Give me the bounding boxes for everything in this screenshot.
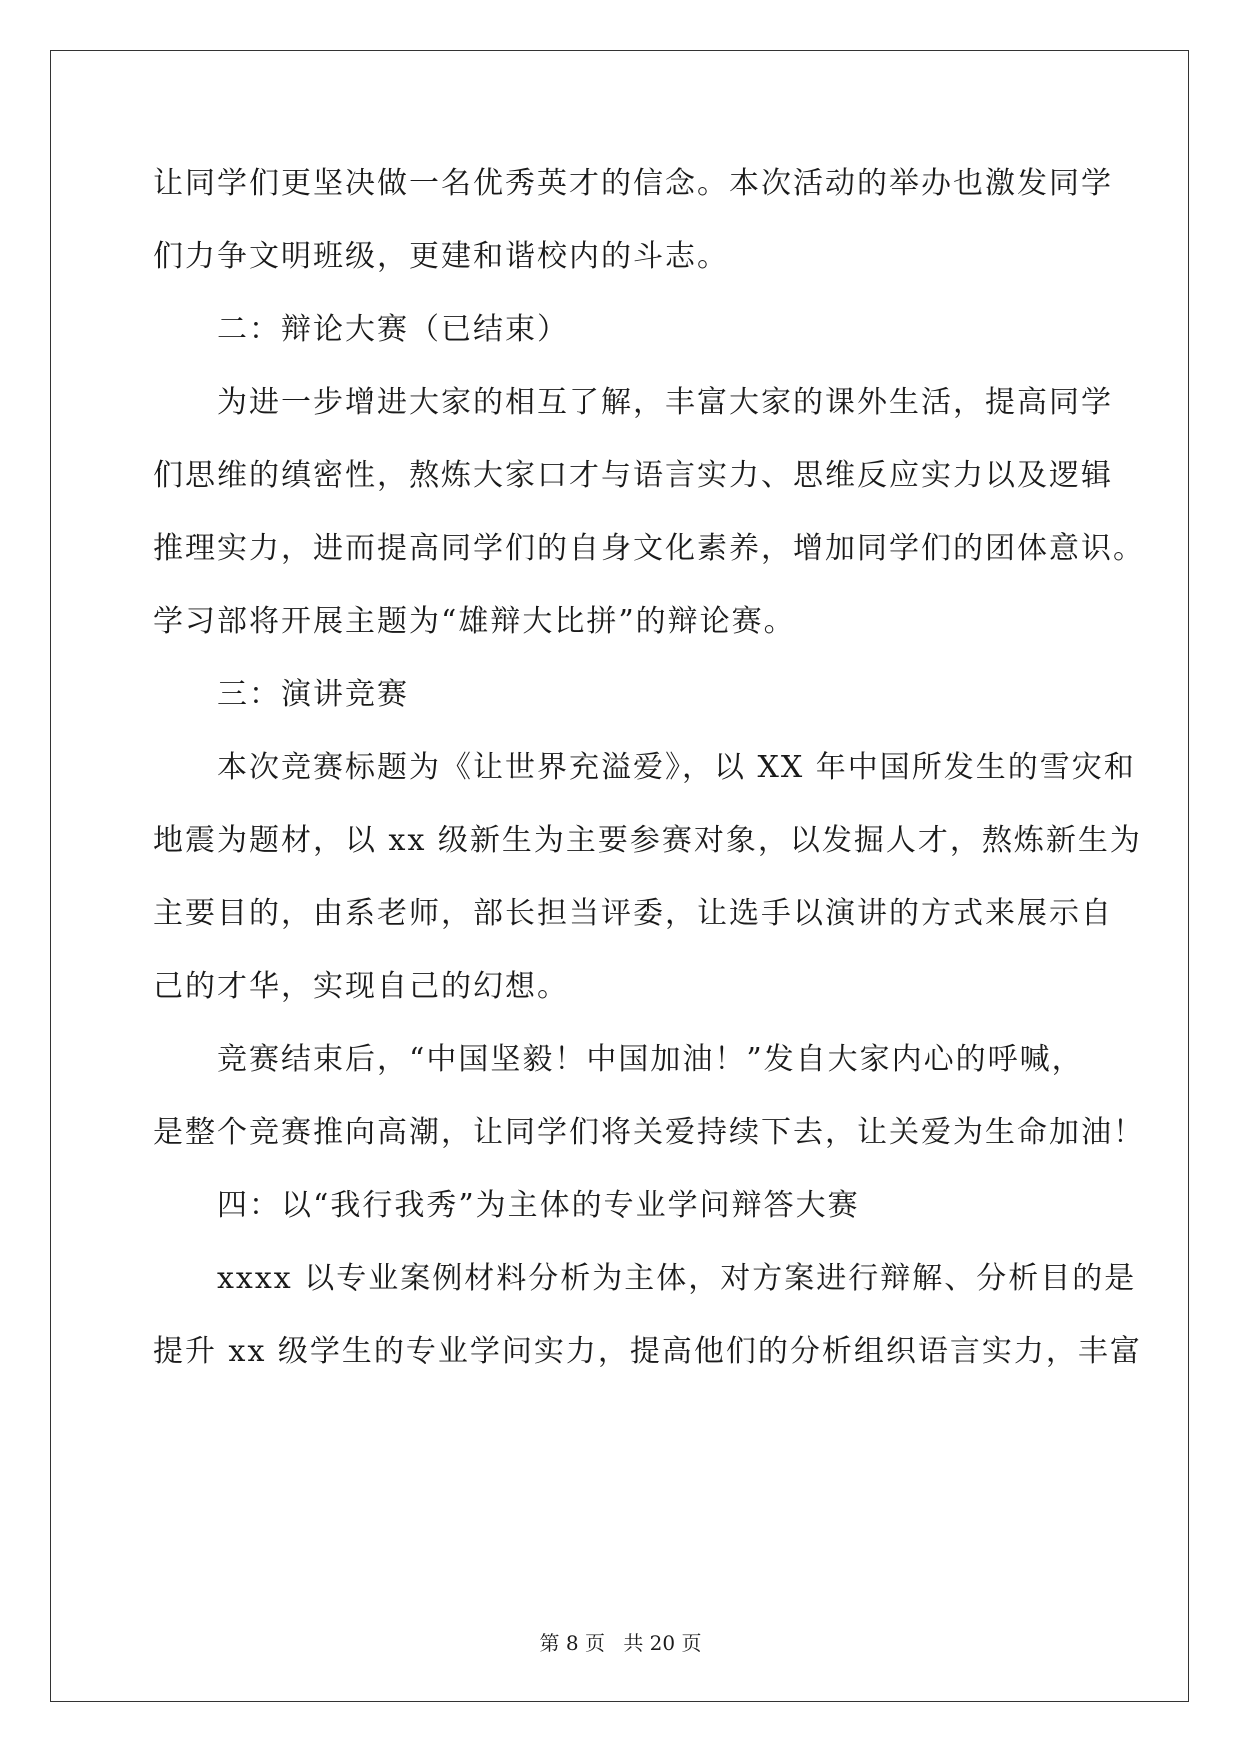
page-total: 共 20 页 [623,1631,702,1655]
text-line-4: 为进一步增进大家的相互了解，丰富大家的课外生活，提高同学 [153,385,1113,420]
page-footer [0,1627,1241,1656]
text-line-6: 推理实力，进而提高同学们的自身文化素养，增加同学们的团体意识。 [153,531,1145,566]
text-line-11: 主要目的，由系老师，部长担当评委，让选手以演讲的方式来展示自 [153,896,1113,931]
page-border [50,50,1189,1702]
text-line-10: 地震为题材，以 xx 级新生为主要参赛对象，以发掘人才，熬炼新生为 [153,823,1142,858]
text-line-9: 本次竞赛标题为《让世界充溢爱》，以 XX 年中国所发生的雪灾和 [153,750,1136,785]
text-line-14: 是整个竞赛推向高潮，让同学们将关爱持续下去，让关爱为生命加油！ [153,1115,1145,1150]
text-line-2: 们力争文明班级，更建和谐校内的斗志。 [153,239,729,274]
section-heading-2: 二：辩论大赛（已结束） [153,312,569,347]
text-line-16: xxxx 以专业案例材料分析为主体，对方案进行辩解、分析目的是 [153,1261,1137,1296]
page-number: 第 8 页 [539,1631,605,1655]
text-line-12: 己的才华，实现自己的幻想。 [153,969,569,1004]
text-line-17: 提升 xx 级学生的专业学问实力，提高他们的分析组织语言实力，丰富 [153,1334,1142,1369]
text-line-1: 让同学们更坚决做一名优秀英才的信念。本次活动的举办也激发同学 [153,166,1113,201]
text-line-13: 竞赛结束后，“中国坚毅！中国加油！”发自大家内心的呼喊， [153,1042,1084,1077]
text-line-5: 们思维的缜密性，熬炼大家口才与语言实力、思维反应实力以及逻辑 [153,458,1113,493]
text-line-7: 学习部将开展主题为“雄辩大比拼”的辩论赛。 [153,604,796,639]
section-heading-3: 三：演讲竞赛 [153,677,409,712]
section-heading-4: 四：以“我行我秀”为主体的专业学问辩答大赛 [153,1188,860,1223]
